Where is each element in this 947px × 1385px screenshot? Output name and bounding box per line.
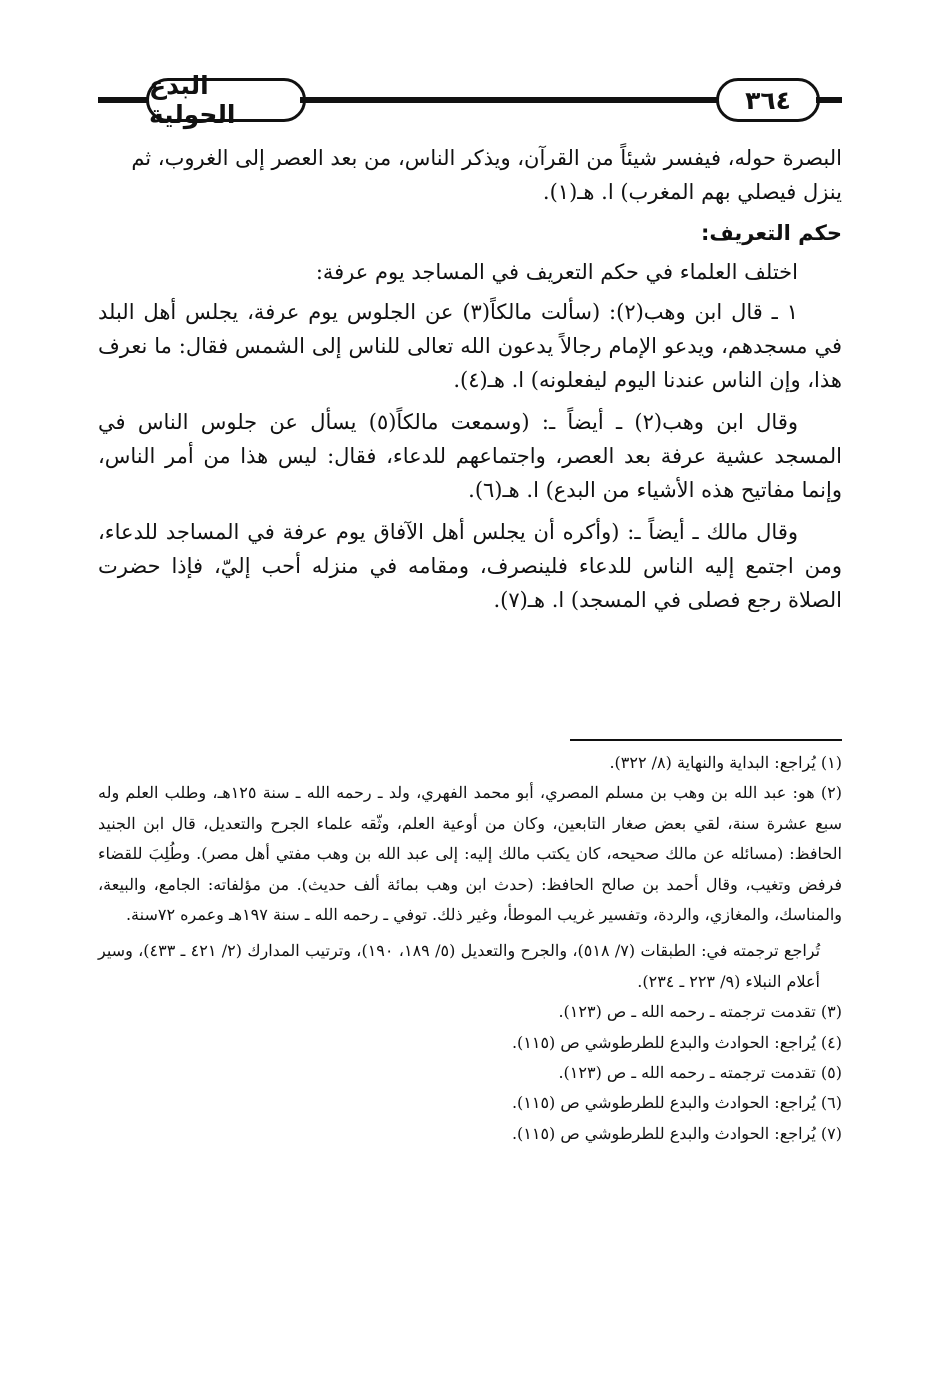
paragraph-1: اختلف العلماء في حكم التعريف في المساجد يوم عرفة:	[315, 260, 798, 285]
paragraph-3: وقال ابن وهب(٢) ـ أيضاً ـ: (وسمعت مالكاً(٥) يسأل عن جلوس الناس في المسجد عشية عرفة بعد العصر، واجتماعهم للدعاء، فقال: ليس هذا من أمر الناس، وإنما مفاتيح هذه الأشياء من البدع) ا. هـ(٦).	[98, 410, 842, 503]
footnote-3: (٣) تقدمت ترجمته ـ رحمه الله ـ ص (١٢٣).	[558, 1002, 842, 1022]
paragraph-2: ١ ـ قال ابن وهب(٢): (سألت مالكاً(٣) عن الجلوس يوم عرفة، يجلس أهل البلد في مسجدهم، ويدعو الإمام رجالاً يدعون الله تعالى للناس إلى الشمس فقال: ما نعرف هذا، وإن الناس عندنا اليوم ليفعلونه) ا. هـ(٤).	[98, 300, 842, 393]
intro-line-2: ينزل فيصلي بهم المغرب) ا. هـ(١).	[542, 180, 842, 205]
footnote-1: (١) يُراجع: البداية والنهاية (٨/ ٣٢٢).	[609, 753, 842, 772]
paragraph-4: وقال مالك ـ أيضاً ـ: (وأكره أن يجلس أهل الآفاق يوم عرفة في المساجد للدعاء، ومن اجتمع إليه الناس للدعاء فلينصرف، ومقامه في منزله أحب إليّ، فإذا حضرت الصلاة رجع فصلى في المسجد) ا. هـ(٧).	[98, 520, 842, 613]
intro-line-1: البصرة حوله، فيفسر شيئاً من القرآن، ويذكر الناس، من بعد العصر إلى الغروب، ثم	[131, 146, 842, 170]
book-title: البدع الحولية	[149, 71, 236, 129]
book-title-badge	[146, 71, 306, 129]
header-rule-middle	[300, 97, 720, 103]
footnote-2: (٢) هو: عبد الله بن وهب بن مسلم المصري، أبو محمد الفهري، ولد ـ رحمه الله ـ سنة ١٢٥هـ، وطلب العلم وله سبع عشرة سنة، لقي بعض صغار التابعين، وكان من أوعية العلم، وثّقه علماء الجرح والتعديل، قال ابن الجنيد الحافظ: (مسائله عن مالك صحيحه، كان يكتب مالك إليه: إلى عبد الله بن وهب مفتي أهل مصر). وطُلِبَ للقضاء فرفض وتغيب، وقال أحمد بن صالح الحافظ: (حدث ابن وهب بمائة ألف حديث). من مؤلفاته: الجامع، والبيعة، والمناسك، والمغازي، والردة، وتفسير غريب الموطأ، وغير ذلك. توفي ـ رحمه الله ـ سنة ١٩٧هـ وعمره ٧٢سنة.	[98, 783, 842, 924]
section-heading: حكم التعريف:	[701, 221, 842, 246]
page-number: ٣٦٤	[745, 85, 791, 115]
header-rule-right	[816, 97, 842, 103]
footnote-2-sources: تُراجع ترجمته في: الطبقات (٧/ ٥١٨)، والجرح والتعديل (٥/ ١٨٩، ١٩٠)، وترتيب المدارك (٢/ ٤٢١ ـ ٤٣٣)، وسير أعلام النبلاء (٩/ ٢٢٣ ـ ٢٣٤).	[98, 941, 821, 991]
footnote-4: (٤) يُراجع: الحوادث والبدع للطرطوشي ص (١١٥).	[511, 1032, 842, 1052]
footnotes	[98, 748, 842, 1149]
footnote-6: (٦) يُراجع: الحوادث والبدع للطرطوشي ص (١١٥).	[511, 1093, 842, 1113]
main-text	[98, 141, 842, 617]
page-number-badge	[716, 78, 820, 122]
footnote-separator	[570, 739, 842, 741]
footnote-5: (٥) تقدمت ترجمته ـ رحمه الله ـ ص (١٢٣).	[558, 1062, 842, 1082]
footnote-7: (٧) يُراجع: الحوادث والبدع للطرطوشي ص (١١٥).	[511, 1123, 842, 1143]
